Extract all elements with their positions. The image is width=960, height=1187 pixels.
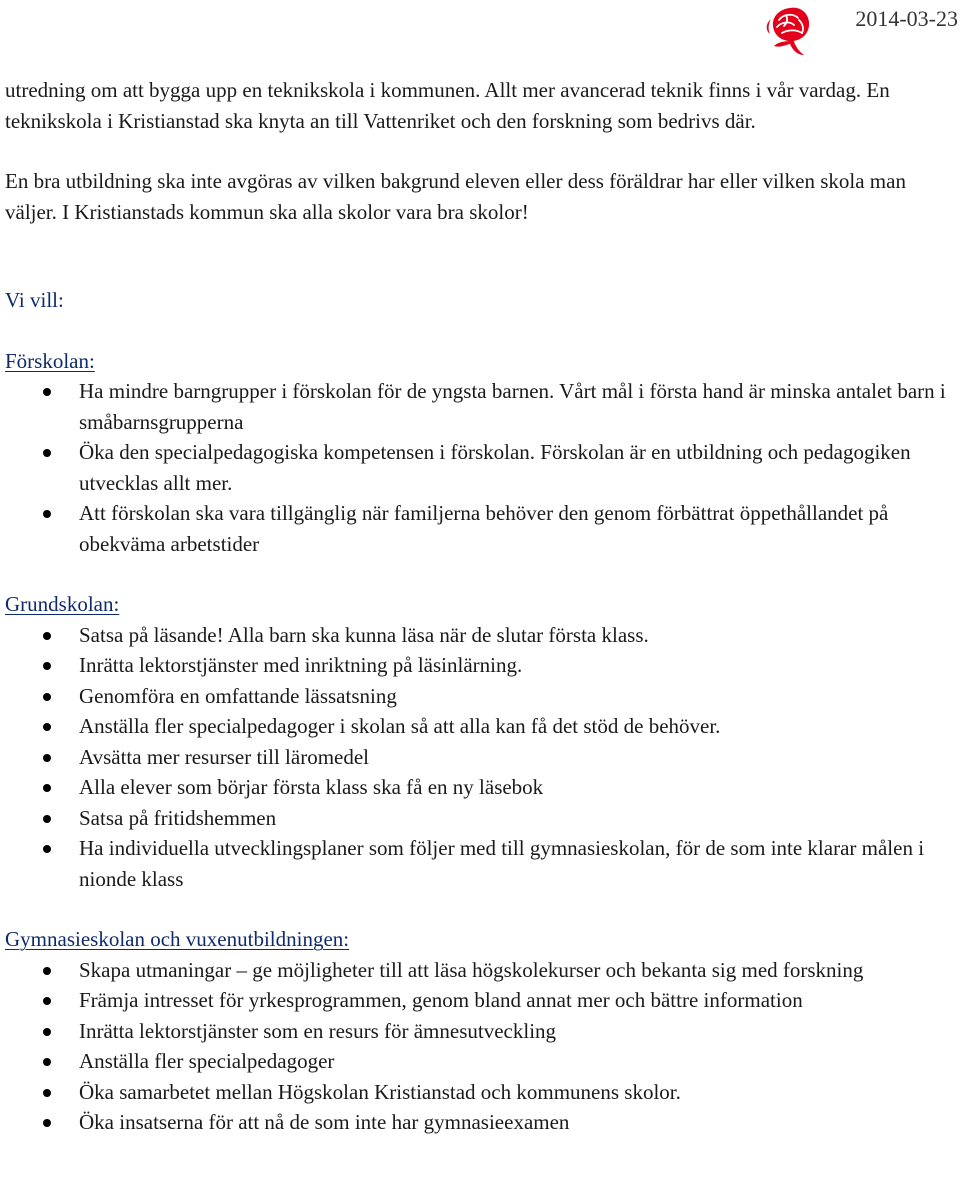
bullet-icon — [43, 1028, 51, 1036]
vi-vill-label: Vi vill: — [5, 288, 64, 312]
bullet-icon — [43, 723, 51, 731]
bullet-icon — [43, 1119, 51, 1127]
list-item: Ha individuella utvecklingsplaner som följer med till gymnasieskolan, för de som inte klarar målen i nionde klass — [5, 833, 955, 894]
bullet-icon — [43, 784, 51, 792]
bullet-icon — [43, 510, 51, 518]
list-item: Inrätta lektorstjänster med inriktning på läsinlärning. — [5, 650, 955, 681]
list-item: Att förskolan ska vara tillgänglig när familjerna behöver den genom förbättrat öppethållandet på obekväma arbetstider — [5, 498, 955, 559]
bullet-icon — [43, 632, 51, 640]
bullet-icon — [43, 1058, 51, 1066]
bullet-icon — [43, 815, 51, 823]
bullet-icon — [43, 388, 51, 396]
intro-paragraph-1: utredning om att bygga upp en teknikskola i kommunen. Allt mer avancerad teknik finns i vår vardag. En teknikskola i Kristianstad ska knyta an till Vattenriket och den forskning som bedrivs där. — [5, 78, 890, 133]
list-item: Anställa fler specialpedagoger i skolan så att alla kan få det stöd de behöver. — [5, 711, 955, 742]
bullet-icon — [43, 662, 51, 670]
section-heading-grundskolan: Grundskolan: — [5, 592, 120, 616]
list-item: Ha mindre barngrupper i förskolan för de yngsta barnen. Vårt mål i första hand är minska antalet barn i småbarnsgrupperna — [5, 376, 955, 437]
list-item: Genomföra en omfattande lässatsning — [5, 681, 955, 712]
bullet-icon — [43, 1089, 51, 1097]
list-item: Inrätta lektorstjänster som en resurs för ämnesutveckling — [5, 1016, 955, 1047]
section-heading-gymnasieskolan: Gymnasieskolan och vuxenutbildningen: — [5, 927, 350, 951]
red-rose-logo-icon — [762, 2, 818, 58]
forskolan-list — [5, 376, 955, 559]
list-item: Öka insatserna för att nå de som inte har gymnasieexamen — [5, 1107, 955, 1138]
bullet-icon — [43, 449, 51, 457]
document-date: 2014-03-23 — [855, 6, 958, 31]
list-item: Satsa på fritidshemmen — [5, 803, 955, 834]
list-item: Öka den specialpedagogiska kompetensen i förskolan. Förskolan är en utbildning och pedagogiken utvecklas allt mer. — [5, 437, 955, 498]
bullet-icon — [43, 845, 51, 853]
bullet-icon — [43, 693, 51, 701]
list-item: Skapa utmaningar – ge möjligheter till att läsa högskolekurser och bekanta sig med forskning — [5, 955, 955, 986]
section-heading-forskolan: Förskolan: — [5, 348, 95, 373]
document-body — [5, 75, 955, 1138]
bullet-icon — [43, 754, 51, 762]
page-header — [0, 0, 960, 64]
intro-paragraph-2: En bra utbildning ska inte avgöras av vilken bakgrund eleven eller dess föräldrar har eller vilken skola man väljer. I Kristianstads kommun ska alla skolor vara bra skolor! — [5, 169, 906, 224]
list-item: Satsa på läsande! Alla barn ska kunna läsa när de slutar första klass. — [5, 620, 955, 651]
list-item: Öka samarbetet mellan Högskolan Kristianstad och kommunens skolor. — [5, 1077, 955, 1108]
gymnasieskolan-list — [5, 955, 955, 1138]
list-item: Avsätta mer resurser till läromedel — [5, 742, 955, 773]
list-item: Anställa fler specialpedagoger — [5, 1046, 955, 1077]
grundskolan-list — [5, 620, 955, 895]
bullet-icon — [43, 997, 51, 1005]
list-item: Främja intresset för yrkesprogrammen, genom bland annat mer och bättre information — [5, 985, 955, 1016]
list-item: Alla elever som börjar första klass ska få en ny läsebok — [5, 772, 955, 803]
bullet-icon — [43, 967, 51, 975]
